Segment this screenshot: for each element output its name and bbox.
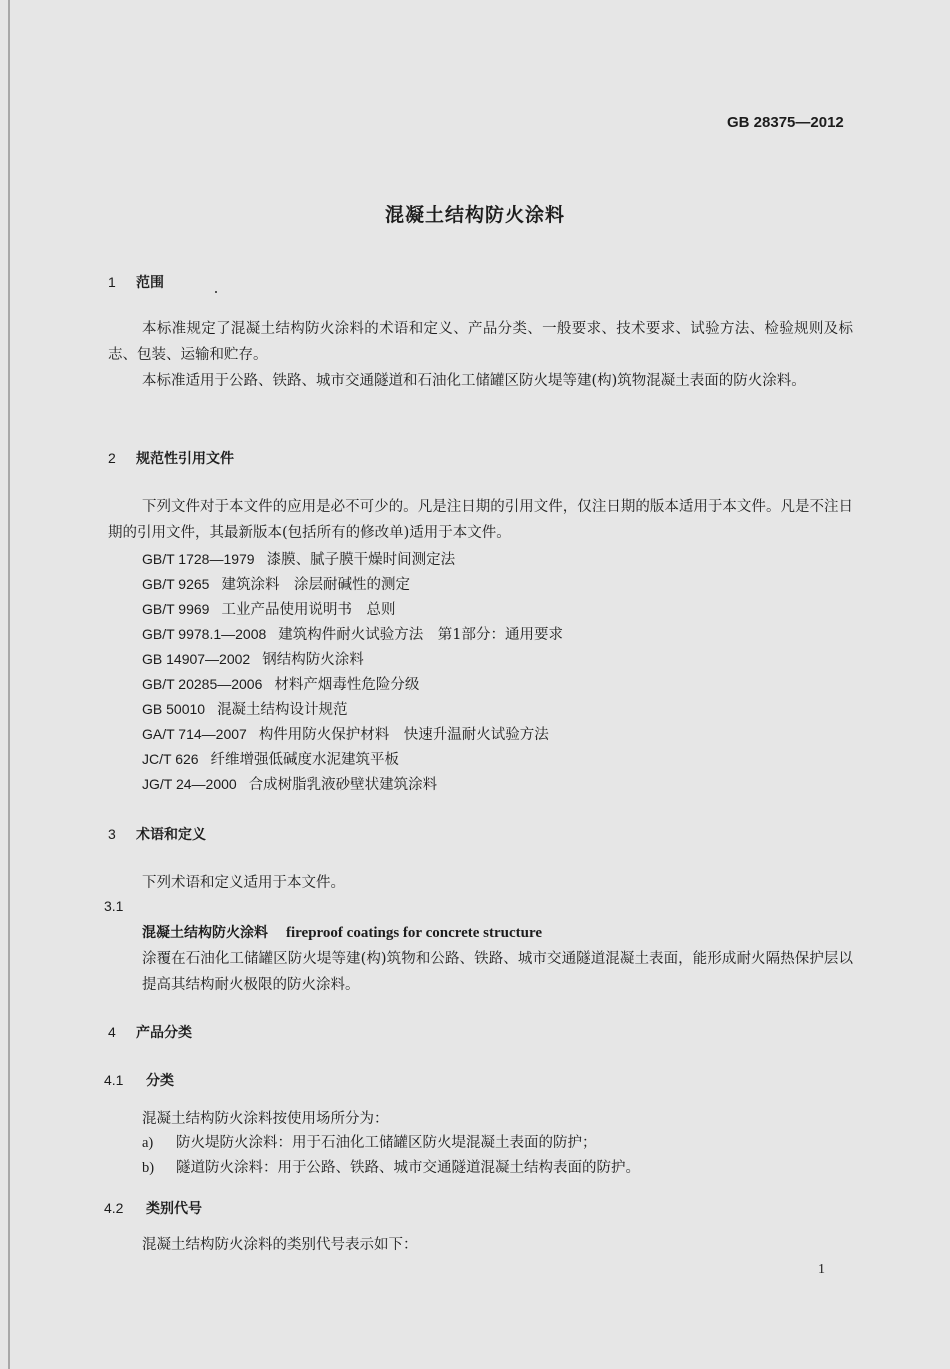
reference-item <box>142 648 364 669</box>
section-2-number: 2 <box>108 450 116 466</box>
reference-title: 纤维增强低碱度水泥建筑平板 <box>210 752 400 768</box>
reference-item <box>142 773 437 794</box>
section-1-number: 1 <box>108 274 116 290</box>
section-2-title: 规范性引用文件 <box>136 451 234 467</box>
standard-code: GB 28375—2012 <box>727 114 844 131</box>
reference-title: 工业产品使用说明书 总则 <box>221 602 396 618</box>
reference-item <box>142 548 455 569</box>
reference-title: 材料产烟毒性危险分级 <box>274 677 420 693</box>
reference-item <box>142 673 419 694</box>
term-3-1-definition-block <box>142 946 853 998</box>
classification-item <box>142 1130 597 1156</box>
category-code-intro: 混凝土结构防火涂料的类别代号表示如下： <box>142 1237 418 1253</box>
term-3-1-number: 3.1 <box>104 898 124 914</box>
reference-code: GB/T 9265 <box>142 576 210 592</box>
reference-title: 混凝土结构设计规范 <box>217 702 348 718</box>
section-3-heading <box>108 824 206 844</box>
reference-code: GB/T 9978.1—2008 <box>142 626 267 642</box>
reference-code: GB 50010 <box>142 701 206 717</box>
subsection-4-2-number: 4.2 <box>104 1200 124 1216</box>
reference-code: GB/T 20285—2006 <box>142 676 263 692</box>
reference-item <box>142 748 399 769</box>
section-2-intro <box>108 494 853 546</box>
item-text: 防火堤防火涂料：用于石油化工储罐区防火堤混凝土表面的防护； <box>176 1135 597 1151</box>
normative-references-intro: 下列文件对于本文件的应用是必不可少的。凡是注日期的引用文件，仅注日期的版本适用于本文件。凡是不注日期的引用文件，其最新版本(包括所有的修改单)适用于本文件。 <box>108 499 853 541</box>
reference-item <box>142 723 549 744</box>
scan-speck <box>215 291 217 293</box>
terms-intro: 下列术语和定义适用于本文件。 <box>142 875 345 891</box>
term-chinese: 混凝土结构防火涂料 <box>142 925 268 941</box>
classification-intro: 混凝土结构防火涂料按使用场所分为： <box>142 1111 389 1127</box>
section-4-heading <box>108 1022 192 1042</box>
term-definition: 涂覆在石油化工储罐区防火堤等建(构)筑物和公路、铁路、城市交通隧道混凝土表面，能形成耐火隔热保护层以提高其结构耐火极限的防火涂料。 <box>142 951 853 993</box>
subsection-4-2-heading <box>104 1198 202 1218</box>
term-3-1-heading <box>142 922 542 942</box>
reference-title: 建筑构件耐火试验方法 第1部分：通用要求 <box>278 627 564 643</box>
reference-title: 钢结构防火涂料 <box>262 652 364 668</box>
reference-item <box>142 573 410 594</box>
item-label: a) <box>142 1135 154 1151</box>
term-english: fireproof coatings for concrete structure <box>286 925 543 941</box>
reference-title: 合成树脂乳液砂壁状建筑涂料 <box>248 777 438 793</box>
reference-title: 漆膜、腻子膜干燥时间测定法 <box>266 552 456 568</box>
subsection-4-1-title: 分类 <box>146 1073 174 1089</box>
page-number: 1 <box>818 1262 825 1277</box>
reference-code: GB/T 9969 <box>142 601 210 617</box>
item-text: 隧道防火涂料：用于公路、铁路、城市交通隧道混凝土结构表面的防护。 <box>176 1160 640 1176</box>
section-2-heading <box>108 448 234 468</box>
subsection-4-1-heading <box>104 1070 174 1090</box>
reference-title: 构件用防火保护材料 快速升温耐火试验方法 <box>258 727 549 743</box>
section-4-number: 4 <box>108 1024 116 1040</box>
reference-code: GB/T 1728—1979 <box>142 551 255 567</box>
reference-item <box>142 623 563 644</box>
reference-title: 建筑涂料 涂层耐碱性的测定 <box>221 577 410 593</box>
scope-paragraph-1: 本标准规定了混凝土结构防火涂料的术语和定义、产品分类、一般要求、技术要求、试验方法、检验规则及标志、包装、运输和贮存。 <box>108 321 853 363</box>
reference-code: GA/T 714—2007 <box>142 726 247 742</box>
document-title: 混凝土结构防火涂料 <box>384 204 565 226</box>
reference-code: JG/T 24—2000 <box>142 776 237 792</box>
reference-item <box>142 698 348 719</box>
reference-code: GB 14907—2002 <box>142 651 251 667</box>
section-1-body <box>108 316 853 394</box>
item-label: b) <box>142 1160 155 1176</box>
section-3-title: 术语和定义 <box>136 827 206 843</box>
section-4-title: 产品分类 <box>136 1025 192 1041</box>
subsection-4-1-number: 4.1 <box>104 1072 124 1088</box>
reference-code: JC/T 626 <box>142 751 199 767</box>
section-1-heading <box>108 272 164 292</box>
subsection-4-2-title: 类别代号 <box>146 1201 202 1217</box>
scope-paragraph-2: 本标准适用于公路、铁路、城市交通隧道和石油化工储罐区防火堤等建(构)筑物混凝土表面的防火涂料。 <box>142 373 806 389</box>
classification-item <box>142 1155 640 1181</box>
section-1-title: 范围 <box>136 275 164 291</box>
reference-item <box>142 598 395 619</box>
section-3-number: 3 <box>108 826 116 842</box>
